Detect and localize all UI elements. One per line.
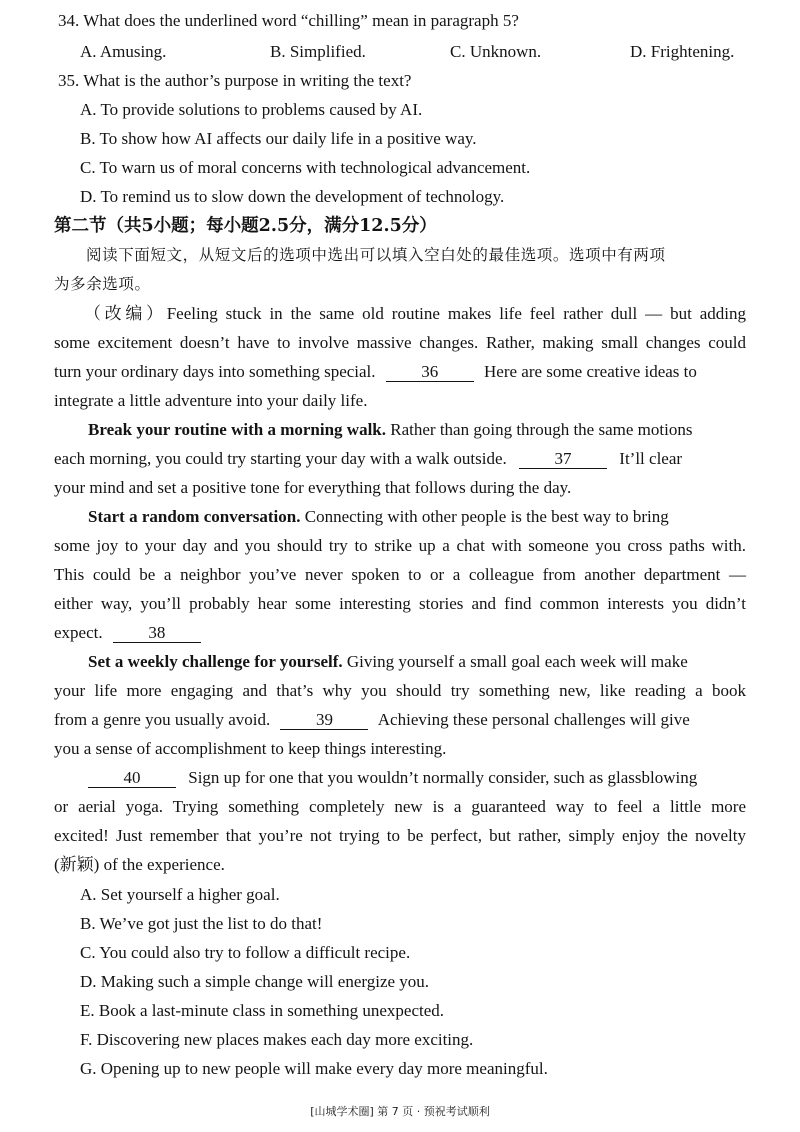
choice-e: E. Book a last-minute class in something unexpected. <box>80 1001 445 1020</box>
q34-option-c: C. Unknown. <box>450 42 542 61</box>
p1-line-3 <box>54 361 746 383</box>
p5-line-1 <box>88 767 697 789</box>
p1-line-2: some excitement doesn’t have to involve massive changes. Rather, making small changes could <box>54 333 746 352</box>
p1-text-before-blank: turn your ordinary days into something special. <box>54 362 376 381</box>
p1-text-after-blank: Here are some creative ideas to <box>484 362 697 381</box>
choice-g: G. Opening up to new people will make every day more meaningful. <box>80 1059 548 1078</box>
p1-line-1: （改编）Feeling stuck in the same old routine makes life feel rather dull — but adding <box>84 304 746 323</box>
q35-option-c: C. To warn us of moral concerns with technological advancement. <box>80 158 531 177</box>
blank-40: 40 <box>88 769 176 788</box>
p4-line-3 <box>54 709 746 731</box>
p2-text-before-blank: each morning, you could try starting your day with a walk outside. <box>54 449 507 468</box>
p5-line-4: (新颖) of the experience. <box>54 855 225 874</box>
blank-39: 39 <box>280 711 368 730</box>
p2-line-1-text: Rather than going through the same motions <box>390 420 693 439</box>
blank-36: 36 <box>386 363 474 382</box>
p2-text-after-blank: It’ll clear <box>619 449 683 468</box>
p4-subheading: Set a weekly challenge for yourself. <box>88 652 343 671</box>
p3-line-1-text: Connecting with other people is the best way to bring <box>304 507 669 526</box>
p4-line-2: your life more engaging and that’s why you should try something new, like reading a book <box>54 681 746 700</box>
p2-line-2 <box>54 448 746 470</box>
p1-line-4: integrate a little adventure into your daily life. <box>54 391 368 410</box>
p4-line-4: you a sense of accomplishment to keep things interesting. <box>54 739 447 758</box>
p5-line-2: or aerial yoga. Trying something completely new is a guaranteed way to feel a little more <box>54 797 746 816</box>
p3-text-before-blank: expect. <box>54 623 103 642</box>
p4-line-1-text: Giving yourself a small goal each week will make <box>346 652 688 671</box>
q35-option-a: A. To provide solutions to problems caused by AI. <box>80 100 423 119</box>
p3-line-1 <box>88 506 669 528</box>
q34-option-a: A. Amusing. <box>80 42 167 61</box>
q35-option-d: D. To remind us to slow down the development of technology. <box>80 187 505 206</box>
blank-38: 38 <box>113 624 201 643</box>
choice-d: D. Making such a simple change will energize you. <box>80 972 430 991</box>
p3-line-3: This could be a neighbor you’ve never spoken to or a colleague from another department — <box>54 565 746 584</box>
p4-text-after-blank: Achieving these personal challenges will give <box>377 710 690 729</box>
p2-line-3: your mind and set a positive tone for everything that follows during the day. <box>54 478 572 497</box>
p3-subheading: Start a random conversation. <box>88 507 301 526</box>
page-footer: [山城学术圈] 第 7 页 · 预祝考试顺利 <box>310 1105 490 1118</box>
section-heading: 第二节（共5小题；每小题2.5分，满分12.5分） <box>54 216 437 236</box>
p3-line-4: either way, you’ll probably hear some interesting stories and find common interests you didn’t <box>54 594 746 613</box>
choice-c: C. You could also try to follow a difficult recipe. <box>80 943 411 962</box>
question-34-stem: 34. What does the underlined word “chilling” mean in paragraph 5? <box>58 11 519 30</box>
choice-a: A. Set yourself a higher goal. <box>80 885 280 904</box>
choice-f: F. Discovering new places makes each day more exciting. <box>80 1030 474 1049</box>
q34-option-b: B. Simplified. <box>270 42 366 61</box>
question-35-stem: 35. What is the author’s purpose in writing the text? <box>58 71 412 90</box>
p2-subheading: Break your routine with a morning walk. <box>88 420 387 439</box>
q34-option-d: D. Frightening. <box>630 42 735 61</box>
p3-line-2: some joy to your day and you should try to strike up a chat with someone you cross paths with. <box>54 536 746 555</box>
p5-line-1-text: Sign up for one that you wouldn’t normally consider, such as glassblowing <box>188 768 698 787</box>
section-instruction-line-2: 为多余选项。 <box>54 275 151 293</box>
p4-text-before-blank: from a genre you usually avoid. <box>54 710 271 729</box>
section-instruction-line-1: 阅读下面短文，从短文后的选项中选出可以填入空白处的最佳选项。选项中有两项 <box>86 246 666 264</box>
p2-line-1 <box>88 419 692 441</box>
question-34-options <box>80 41 760 63</box>
p5-line-3: excited! Just remember that you’re not trying to be perfect, but rather, simply enjoy the novelty <box>54 826 746 845</box>
q35-option-b: B. To show how AI affects our daily life in a positive way. <box>80 129 477 148</box>
choice-b: B. We’ve got just the list to do that! <box>80 914 323 933</box>
p4-line-1 <box>88 651 688 673</box>
blank-37: 37 <box>519 450 607 469</box>
p3-line-5 <box>54 622 746 644</box>
